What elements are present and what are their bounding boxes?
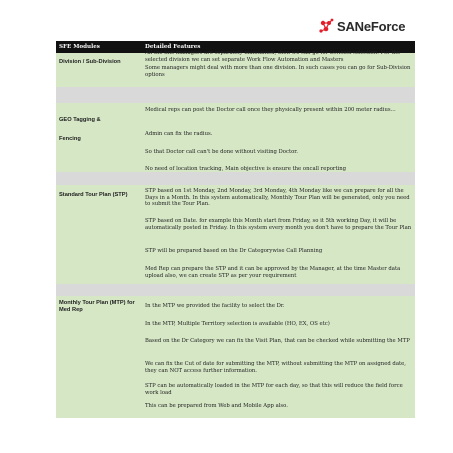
section-spacer <box>56 87 415 103</box>
list-item: This can be prepared from Web and Mobile App also. <box>145 403 288 409</box>
header-sfe-modules: SFE Modules <box>59 44 100 50</box>
section-title: Monthly Tour Plan (MTP) for Med Rep <box>59 300 135 313</box>
list-item: Medical reps can post the Doctor call once they physically present within 200 meter radius... <box>145 107 396 113</box>
list-item: Admin can fix the radius. <box>145 131 213 137</box>
list-item: We can fix the Cut of date for submitting the MTP, without submitting the MTP on assigned date, they can NOT access further information. <box>145 361 406 374</box>
header-detailed-features: Detailed Features <box>145 44 201 50</box>
list-item: Based on the Dr Category we can fix the Visit Plan, that can be checked while submitting the MTP <box>145 338 410 344</box>
list-item: Med Rep can prepare the STP and it can be approved by the Manager, at the time Master data upload also, we can create STP as per your requirement <box>145 266 401 279</box>
brand-logo <box>318 16 405 36</box>
section-details <box>143 296 415 418</box>
section-title: Division / Sub-Division <box>59 59 121 65</box>
molecule-logo-icon <box>318 18 334 34</box>
list-item: In the MTP, Multiple Territory selection is available (HO, EX, OS etc) <box>145 321 330 327</box>
list-item: Some managers might deal with more than one division. In such cases you can go for Sub-Division options <box>145 65 411 78</box>
list-item: STP based on 1st Monday, 2nd Monday, 3rd Monday, 4th Monday like we can prepare for all the Days in a Month. In this system automatically, Monthly Tour Plan will be generated, only you need to submit the Tour Plan. <box>145 188 410 207</box>
brand-name: SANeForce <box>337 18 406 34</box>
section-division <box>56 50 415 87</box>
section-title: Standard Tour Plan (STP) <box>59 192 128 198</box>
section-geo-tagging <box>56 103 415 172</box>
list-item: STP will be prepared based on the Dr Categorywise Call Planning <box>145 248 323 254</box>
list-item: STP based on Date. for example this Month start from Friday, so it 5th working Day, it will be automatically posted in Friday. In this system every month you don't have to prepare the Tour Plan <box>145 218 412 231</box>
section-monthly-tour-plan <box>56 296 415 418</box>
features-table <box>56 41 415 418</box>
section-spacer <box>56 284 415 296</box>
section-details <box>143 103 415 172</box>
section-standard-tour-plan <box>56 185 415 284</box>
section-details <box>143 50 415 87</box>
section-details <box>143 185 415 284</box>
list-item: So that Doctor call can't be done without visiting Doctor. <box>145 149 298 155</box>
section-title: GEO Tagging & Fencing <box>59 117 101 142</box>
list-item: In the MTP we provided the facility to select the Dr. <box>145 303 285 309</box>
list-item: All the line managers are separately maintained, then we can go for Division selection. For the selected division we can set separate Work Flow Automation and Masters <box>145 50 401 63</box>
section-spacer <box>56 172 415 185</box>
list-item: STP can be automatically loaded in the MTP for each day, so that this will reduce the field force work load <box>145 383 403 396</box>
list-item: No need of location tracking, Main objective is ensure the oncall reporting <box>145 166 347 172</box>
